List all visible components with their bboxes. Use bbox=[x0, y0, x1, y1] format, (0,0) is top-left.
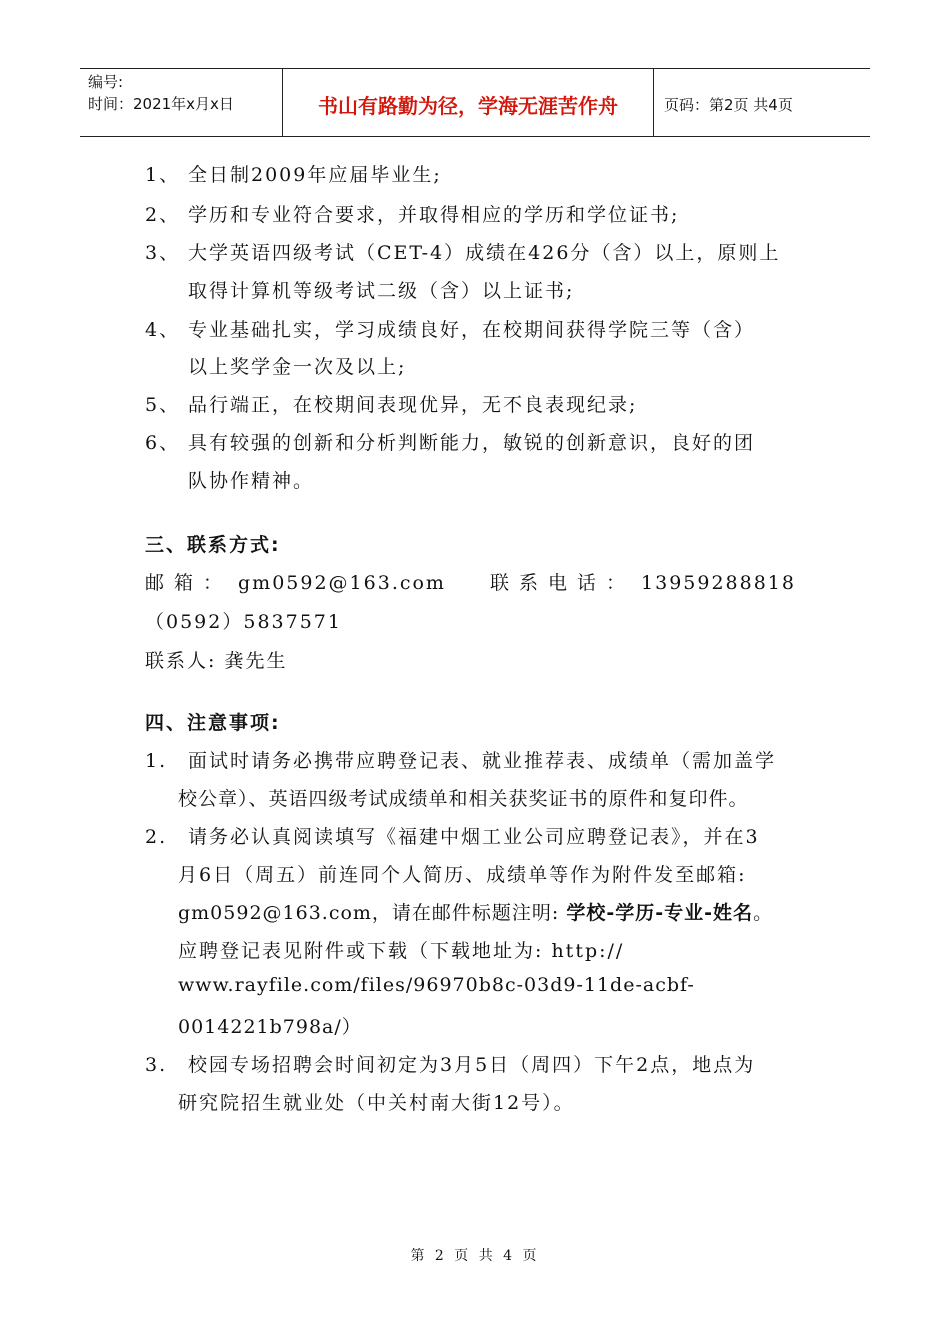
list-item-continuation: 以上奖学金一次及以上; bbox=[188, 356, 407, 378]
list-item: 3. 校园专场招聘会时间初定为3月5日（周四）下午2点，地点为 bbox=[145, 1054, 756, 1076]
list-item: 1、 全日制2009年应届毕业生; bbox=[145, 164, 442, 186]
section-heading-notes: 四、注意事项: bbox=[145, 712, 281, 734]
page-footer: 第 2 页 共 4 页 bbox=[410, 1248, 540, 1264]
document-header bbox=[80, 68, 870, 137]
phone-number-secondary: （0592）5837571 bbox=[145, 611, 342, 633]
phone-number: 13959288818 bbox=[641, 572, 796, 594]
phone-label: 联系电话： bbox=[490, 572, 636, 594]
header-page-number: 页码：第2页 共4页 bbox=[664, 96, 793, 114]
document-number-label: 编号: bbox=[88, 73, 124, 91]
list-item-continuation: 校公章）、英语四级考试成绩单和相关获奖证书的原件和复印件。 bbox=[178, 788, 749, 810]
list-item-continuation: 队协作精神。 bbox=[188, 470, 315, 492]
email-subject-instruction: gm0592@163.com，请在邮件标题注明: 学校-学历-专业-姓名。 bbox=[178, 902, 774, 924]
list-item: 6、 具有较强的创新和分析判断能力，敏锐的创新意识，良好的团 bbox=[145, 432, 756, 454]
email-subject-format: 学校-学历-专业-姓名 bbox=[566, 902, 754, 924]
list-item: 2、 学历和专业符合要求，并取得相应的学历和学位证书; bbox=[145, 204, 680, 226]
document-date: 时间：2021年x月x日 bbox=[88, 95, 234, 113]
download-link[interactable]: www.rayfile.com/files/96970b8c-03d9-11de-acbf- bbox=[178, 974, 695, 996]
list-item: 5、 品行端正，在校期间表现优异，无不良表现纪录; bbox=[145, 394, 638, 416]
header-motto: 书山有路勤为径，学海无涯苦作舟 bbox=[283, 69, 654, 136]
list-item: 4、 专业基础扎实，学习成绩良好，在校期间获得学院三等（含） bbox=[145, 319, 756, 341]
section-heading-contact: 三、联系方式: bbox=[145, 534, 281, 556]
list-item-continuation: 月6日（周五）前连同个人简历、成绩单等作为附件发至邮箱: bbox=[178, 864, 747, 886]
header-meta-cell bbox=[80, 69, 283, 136]
list-item: 2. 请务必认真阅读填写《福建中烟工业公司应聘登记表》，并在3 bbox=[145, 826, 760, 848]
contact-phone-line bbox=[490, 568, 796, 595]
list-item-continuation: 取得计算机等级考试二级（含）以上证书; bbox=[188, 280, 575, 302]
contact-email-line bbox=[145, 568, 446, 595]
contact-person: 联系人: 龚先生 bbox=[145, 650, 288, 672]
list-item-continuation: 研究院招生就业处（中关村南大街12号）。 bbox=[178, 1092, 575, 1114]
list-item: 1. 面试时请务必携带应聘登记表、就业推荐表、成绩单（需加盖学 bbox=[145, 750, 777, 772]
list-item: 3、 大学英语四级考试（CET-4）成绩在426分（含）以上，原则上 bbox=[145, 242, 781, 264]
email-label: 邮箱： bbox=[145, 572, 233, 594]
download-instruction: 应聘登记表见附件或下载（下载地址为: http:// bbox=[178, 940, 625, 962]
email-address: gm0592@163.com bbox=[238, 572, 446, 594]
download-link-continuation[interactable]: 0014221b798a/） bbox=[178, 1016, 362, 1038]
